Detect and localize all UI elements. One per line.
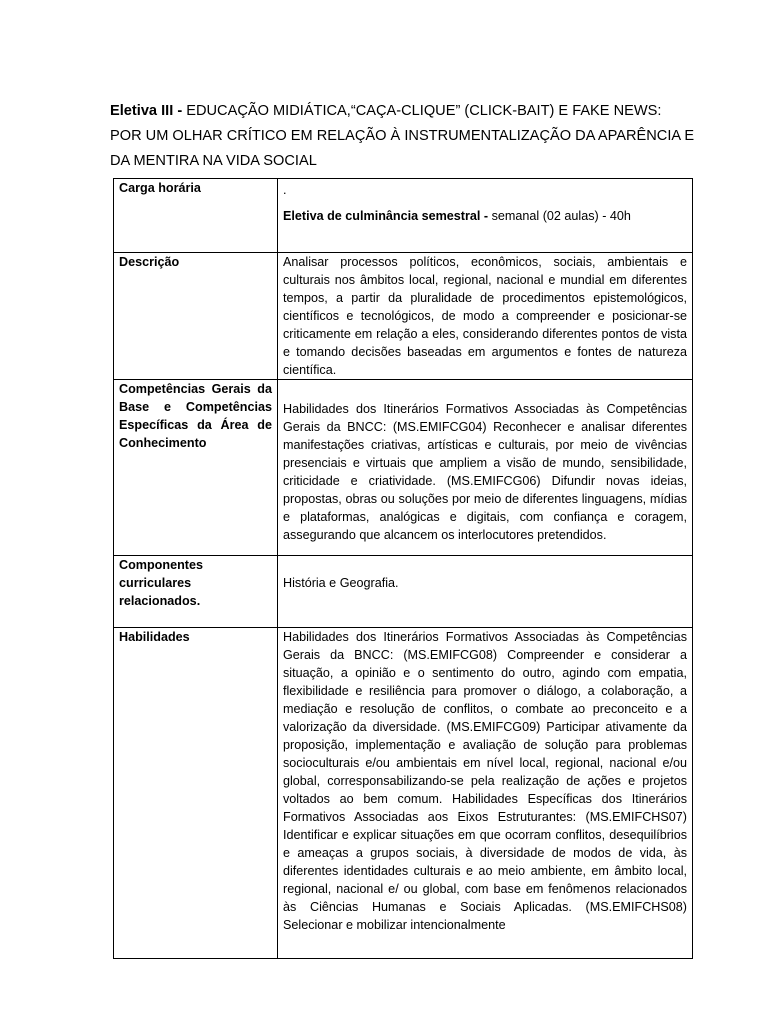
title-main: EDUCAÇÃO MIDIÁTICA,“CAÇA-CLIQUE” (CLICK-BAIT) E FAKE NEWS: POR UM OLHAR CRÍTICO EM RELAÇÃO À INSTRUMENTALIZAÇÃO DA APARÊNCIA E DA MENTIRA NA VIDA SOCIAL: [110, 103, 695, 169]
habilidades-label: Habilidades: [114, 628, 278, 959]
table-row-carga: [114, 179, 693, 253]
componentes-label: Componentes curriculares relacionados.: [114, 556, 278, 628]
table-row-habilidades: [114, 628, 693, 959]
carga-value: [278, 179, 693, 253]
descricao-value: Analisar processos políticos, econômicos, sociais, ambientais e culturais nos âmbitos local, regional, nacional e mundial em diferentes tempos, a partir da pluralidade de procedimentos epistemológicos, científicos e tecnológicos, de modo a compreender e posicionar-se criticamente em relação a eles, considerando diferentes pontos de vista e tomando decisões baseadas em argumentos e fontes de natureza científica.: [278, 253, 693, 380]
elective-table: [113, 178, 693, 959]
habilidades-value: Habilidades dos Itinerários Formativos Associadas às Competências Gerais da BNCC: (MS.EMIFCG08) Compreender e considerar a situação, a opinião e o sentimento do outro, agindo com empatia, flexibilidade e resiliência para promover o diálogo, a colaboração, a mediação e resolução de conflitos, o combate ao preconceito e a valorização da diversidade. (MS.EMIFCG09) Participar ativamente da proposição, implementação e avaliação de solução para problemas socioculturais e/ou ambientais em nível local, regional, nacional e/ou global, corresponsabilizando-se pela realização de ações e projetos voltados ao bem comum. Habilidades Específicas dos Itinerários Formativos Associadas aos Eixos Estruturantes: (MS.EMIFCHS07) Identificar e explicar situações em que ocorram conflitos, desequilíbrios e ameaças a grupos sociais, à diversidade de modos de vida, às diferentes identidades culturais e ao meio ambiente, em âmbito local, regional, nacional e/ ou global, com base em fenômenos relacionados às Ciências Humanas e Sociais Aplicadas. (MS.EMIFCHS08) Selecionar e mobilizar intencionalmente: [283, 630, 687, 932]
carga-dot: .: [283, 183, 287, 197]
carga-value-label: Eletiva de culminância semestral -: [283, 209, 492, 223]
habilidades-cell: [278, 628, 693, 959]
table-row-descricao: [114, 253, 693, 380]
competencias-value: Habilidades dos Itinerários Formativos Associadas às Competências Gerais da BNCC: (MS.EMIFCG04) Reconhecer e analisar diferentes manifestações criativas, artísticas e culturais, por meio de vivências presenciais e virtuais que ampliem a visão de mundo, sensibilidade, criticidade e criatividade. (MS.EMIFCG06) Difundir novas ideias, propostas, obras ou soluções por meio de diferentes linguagens, mídias e plataformas, analógicas e digitais, com confiança e coragem, assegurando que alcancem os interlocutores pretendidos.: [283, 402, 687, 542]
competencias-label: Competências Gerais da Base e Competências Específicas da Área de Conhecimento: [114, 380, 278, 556]
carga-value-text: semanal (02 aulas) - 40h: [491, 209, 631, 223]
descricao-label: Descrição: [114, 253, 278, 380]
document-title: [110, 99, 695, 174]
table-row-competencias: [114, 380, 693, 556]
componentes-cell: [278, 556, 693, 628]
carga-label: Carga horária: [114, 179, 278, 253]
componentes-value: História e Geografia.: [283, 576, 399, 590]
carga-line: [283, 207, 687, 225]
title-prefix: Eletiva III -: [110, 103, 187, 119]
competencias-cell: [278, 380, 693, 556]
table-row-componentes: [114, 556, 693, 628]
